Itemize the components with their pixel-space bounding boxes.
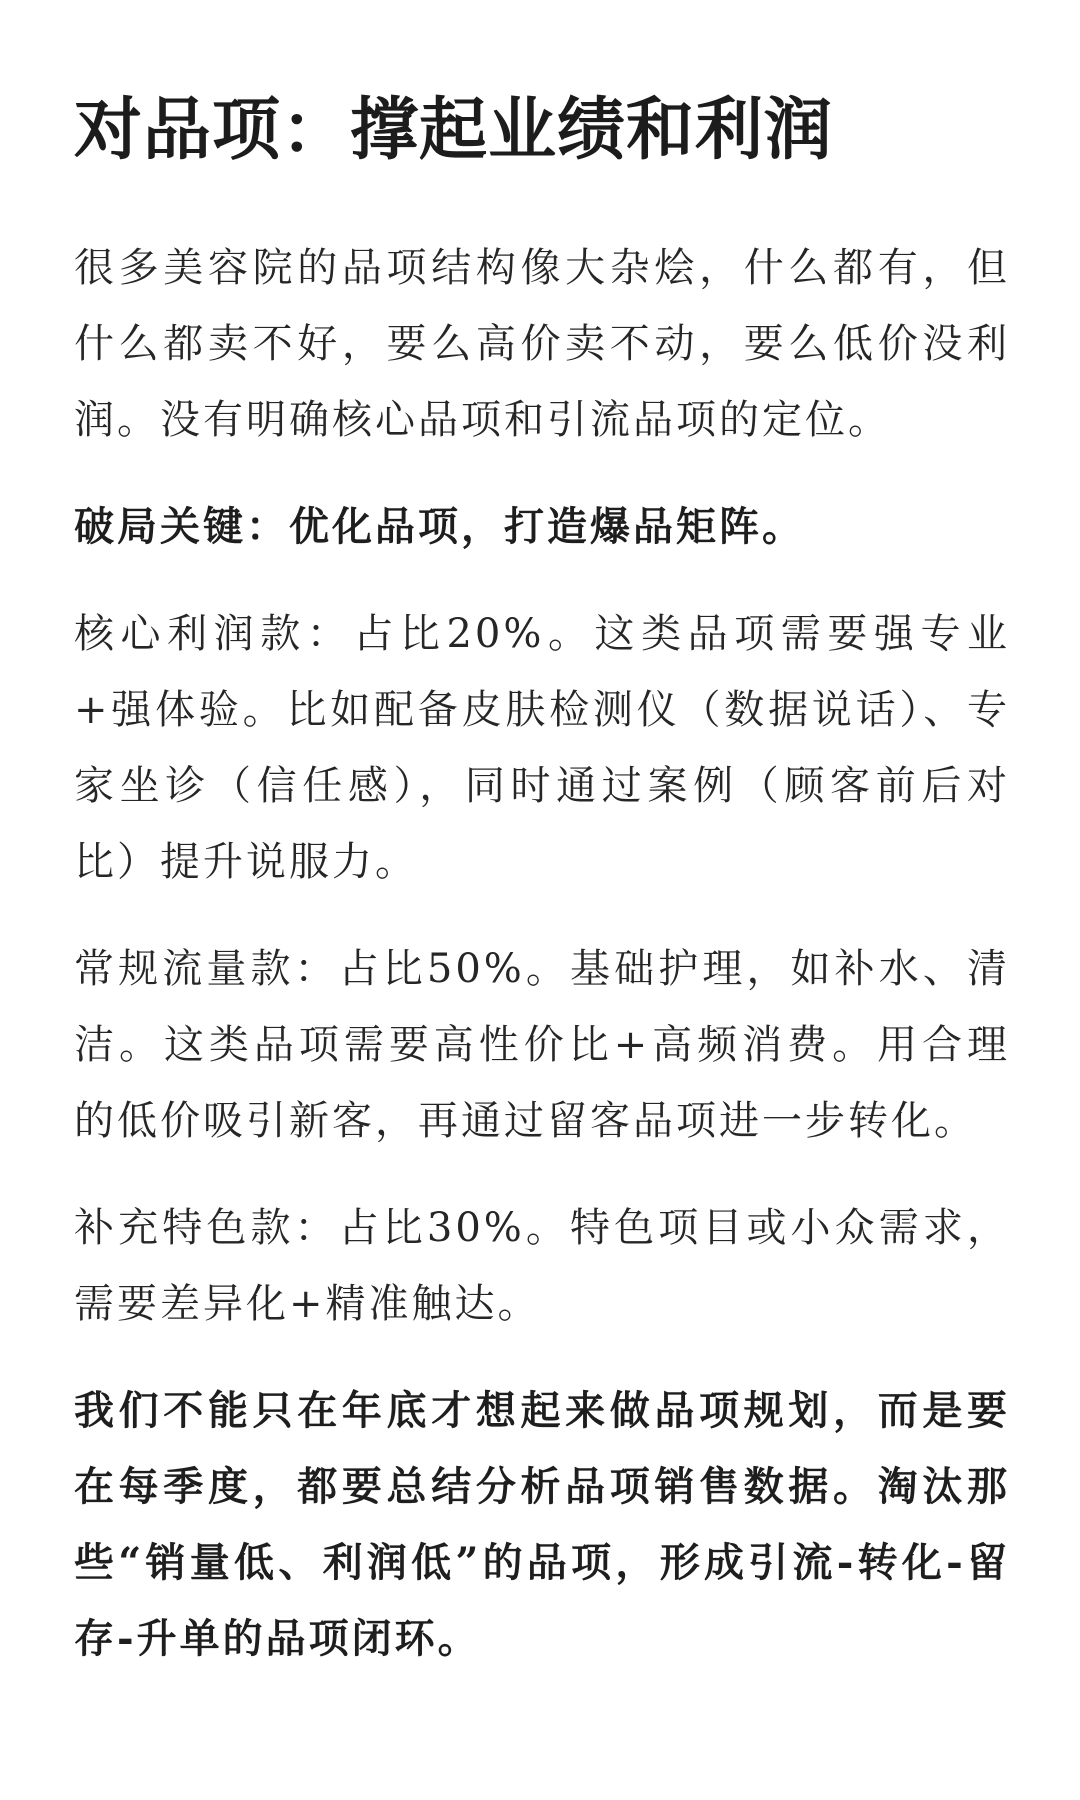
paragraph-traffic-items: 常规流量款：占比50%。基础护理，如补水、清洁。这类品项需要高性价比+高频消费。用合理的低价吸引新客，再通过留客品项进一步转化。 <box>74 946 1010 1144</box>
paragraph-core-profit: 核心利润款：占比20%。这类品项需要强专业+强体验。比如配备皮肤检测仪（数据说话）、专家坐诊（信任感），同时通过案例（顾客前后对比）提升说服力。 <box>74 611 1010 885</box>
article-title: 对品项：撑起业绩和利润 <box>74 90 834 170</box>
paragraph-key-point: 破局关键：优化品项，打造爆品矩阵。 <box>74 503 805 550</box>
paragraph-conclusion: 我们不能只在年底才想起来做品项规划，而是要在每季度，都要总结分析品项销售数据。淘汰那些“销量低、利润低”的品项，形成引流-转化-留存-升单的品项闭环。 <box>74 1387 1010 1662</box>
paragraph-problem: 很多美容院的品项结构像大杂烩，什么都有，但什么都卖不好，要么高价卖不动，要么低价没利润。没有明确核心品项和引流品项的定位。 <box>74 245 1010 443</box>
paragraph-featured-items: 补充特色款：占比30%。特色项目或小众需求，需要差异化+精准触达。 <box>74 1205 1010 1327</box>
